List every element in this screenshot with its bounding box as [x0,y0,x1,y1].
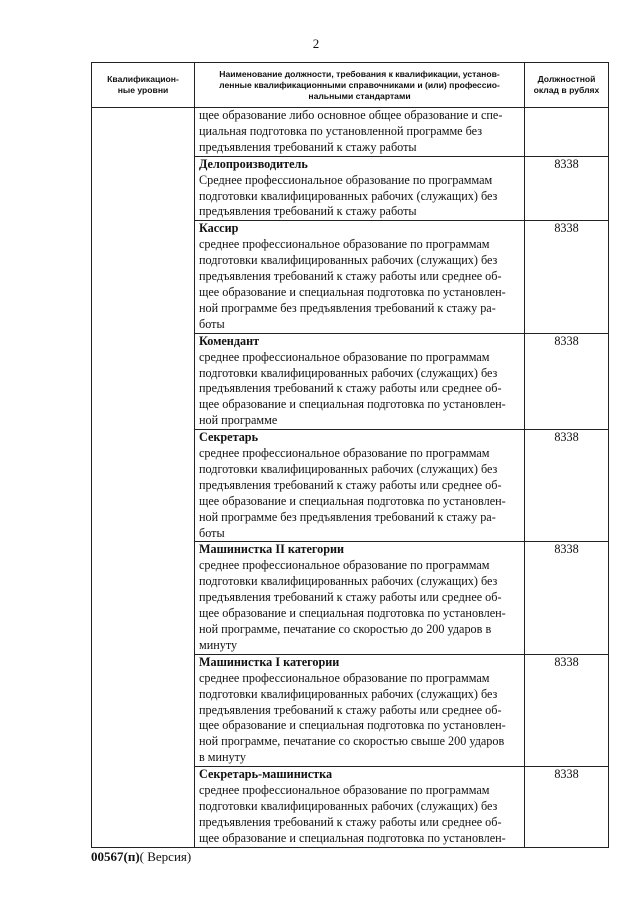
salary-value: 8338 [525,430,609,542]
description-line: среднее профессиональное образование по программам [199,349,490,364]
header-salary [525,63,609,108]
position-description [195,221,525,333]
continuation-description [195,108,525,157]
description-line: ной программе, печатание со скоростью до 200 ударов в [199,622,492,636]
description-line: щее образование и специальная подготовка по установлен- [199,493,506,508]
description-line: среднее профессиональное образование по программам [199,237,490,252]
description-line: предъявления требований к стажу работы [199,139,417,154]
description-line: ной программе без предъявления требований к стажу ра- [199,300,496,315]
position-description [195,430,525,542]
position-description [195,333,525,429]
header-line: оклад в рублях [533,85,600,95]
description-line: предъявления требований к стажу работы или среднее об- [199,269,502,284]
salary-value: 8338 [525,221,609,333]
header-position-name [195,63,525,108]
position-description [195,156,525,221]
position-title: Машинистка I категории [199,654,340,669]
description-line: подготовки квалифицированных рабочих (служащих) без [199,365,498,380]
position-title: Комендант [199,333,260,348]
description-line: щее образование и специальная подготовка по установлен- [199,718,506,733]
description-line: циальная подготовка по установленной программе без [199,123,483,138]
description-line: щее образование и специальная подготовка по установлен- [199,830,506,845]
document-version: ( Версия) [139,849,192,864]
description-line: подготовки квалифицированных рабочих (служащих) без [199,798,498,813]
description-line: предъявления требований к стажу работы или среднее об- [199,590,502,605]
qualification-table [91,62,609,848]
description-line: щее образование и специальная подготовка по установлен- [199,397,506,412]
description-line: среднее профессиональное образование по программам [199,446,490,461]
qualification-level-cell [92,108,195,848]
salary-value: 8338 [525,542,609,654]
header-line: Должностной [537,74,596,84]
position-title: Делопроизводитель [199,156,308,171]
position-title: Машинистка II категории [199,542,345,557]
header-line: ные уровни [117,85,169,95]
document-footer [91,849,191,865]
description-line: минуту [199,637,238,652]
description-line: подготовки квалифицированных рабочих (служащих) без [199,188,498,203]
description-line: подготовки квалифицированных рабочих (служащих) без [199,461,498,476]
position-title: Секретарь [199,430,259,445]
description-line: боты [199,525,225,540]
salary-value: 8338 [525,333,609,429]
description-line: предъявления требований к стажу работы или среднее об- [199,814,502,829]
description-line: ной программе без предъявления требований к стажу ра- [199,509,496,524]
table-body [92,108,609,848]
table-header-row [92,63,609,108]
page-number: 2 [312,36,320,51]
description-line: щее образование и специальная подготовка по установлен- [199,284,506,299]
description-line: предъявления требований к стажу работы или среднее об- [199,702,502,717]
description-line: Среднее профессиональное образование по программам [199,172,493,187]
description-line: предъявления требований к стажу работы [199,204,417,219]
document-code: 00567(п) [91,849,140,864]
description-line: в минуту [199,750,246,765]
header-qualification-levels [92,63,195,108]
description-line: боты [199,316,225,331]
position-title: Секретарь-машинистка [199,767,333,782]
description-line: среднее профессиональное образование по программам [199,783,490,798]
description-line: предъявления требований к стажу работы или среднее об- [199,477,502,492]
salary-value: 8338 [525,767,609,848]
salary-value: 8338 [525,654,609,766]
description-line: щее образование либо основное общее образование и спе- [199,108,503,122]
position-description [195,767,525,848]
position-description [195,654,525,766]
description-line: ной программе [199,413,278,428]
salary-cell-empty [525,108,609,157]
header-line: Квалификацион- [107,74,179,84]
description-line: подготовки квалифицированных рабочих (служащих) без [199,253,498,268]
position-title: Кассир [199,221,239,236]
position-description [195,542,525,654]
description-line: подготовки квалифицированных рабочих (служащих) без [199,574,498,589]
salary-value: 8338 [525,156,609,221]
description-line: щее образование и специальная подготовка по установлен- [199,606,506,621]
header-line: ленные квалификационными справочниками и (или) профессио- [219,79,500,90]
description-line: среднее профессиональное образование по программам [199,670,490,685]
table-row-continuation [92,108,609,157]
header-line: нальными стандартами [308,90,411,101]
description-line: среднее профессиональное образование по программам [199,558,490,573]
description-line: предъявления требований к стажу работы или среднее об- [199,381,502,396]
description-line: подготовки квалифицированных рабочих (служащих) без [199,686,498,701]
header-line: Наименование должности, требования к квалификации, установ- [219,68,500,79]
description-line: ной программе, печатание со скоростью свыше 200 ударов [199,734,505,749]
